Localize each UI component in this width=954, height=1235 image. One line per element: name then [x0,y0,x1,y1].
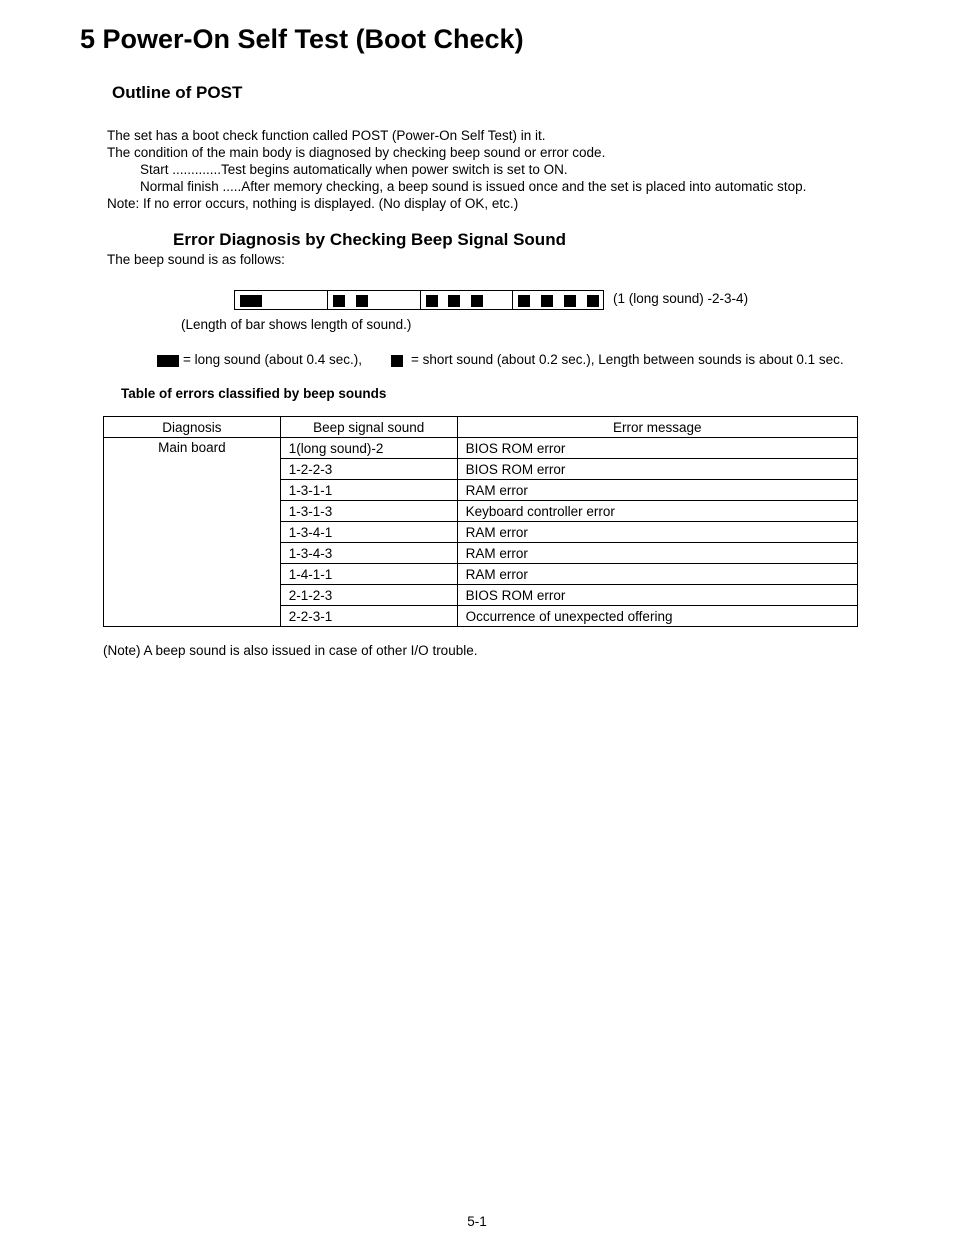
beep-cell: 2-1-2-3 [280,585,457,606]
table-caption: Table of errors classified by beep sounds [121,386,387,401]
beep-intro: The beep sound is as follows: [107,252,285,267]
beep-cell: 1-2-2-3 [280,459,457,480]
outline-line-1: The set has a boot check function called POST (Power-On Self Test) in it. [107,128,546,143]
outline-line-2: The condition of the main body is diagnosed by checking beep sound or error code. [107,145,606,160]
short-sound-legend-icon [391,355,403,367]
beep-bar-caption: (Length of bar shows length of sound.) [181,317,412,332]
beep-cell: 1-3-4-3 [280,543,457,564]
short-beep-mark [448,295,460,307]
beep-cell: 2-2-3-1 [280,606,457,627]
beep-section-heading: Error Diagnosis by Checking Beep Signal Sound [173,230,566,249]
beep-example-label: (1 (long sound) -2-3-4) [613,291,749,306]
column-header-beep: Beep signal sound [280,417,457,438]
short-beep-mark [587,295,599,307]
long-sound-legend-text: = long sound (about 0.4 sec.), [183,352,362,367]
table-header-row [104,417,858,438]
short-beep-mark [541,295,553,307]
beep-cell: 1-3-1-3 [280,501,457,522]
outline-line-start: Start .............Test begins automatically when power switch is set to ON. [140,162,568,177]
column-header-message: Error message [457,417,857,438]
beep-divider [327,291,328,309]
beep-cell: 1-3-4-1 [280,522,457,543]
beep-divider [420,291,421,309]
short-beep-mark [333,295,345,307]
short-beep-mark [518,295,530,307]
column-header-diagnosis: Diagnosis [104,417,281,438]
beep-pattern-diagram [234,290,604,310]
short-beep-mark [426,295,438,307]
message-cell: Keyboard controller error [457,501,857,522]
short-beep-mark [564,295,576,307]
beep-cell: 1-4-1-1 [280,564,457,585]
message-cell: BIOS ROM error [457,459,857,480]
message-cell: RAM error [457,522,857,543]
message-cell: RAM error [457,543,857,564]
table-note: (Note) A beep sound is also issued in case of other I/O trouble. [103,643,478,658]
page-title: 5 Power-On Self Test (Boot Check) [80,24,524,54]
message-cell: BIOS ROM error [457,585,857,606]
beep-cell: 1(long sound)-2 [280,438,457,459]
beep-error-table [103,416,858,627]
message-cell: RAM error [457,564,857,585]
short-beep-mark [471,295,483,307]
page-number: 5-1 [467,1214,487,1229]
outline-heading: Outline of POST [112,83,243,102]
outline-line-normal-finish: Normal finish .....After memory checking, a beep sound is issued once and the set is placed into automatic stop. [140,179,807,194]
message-cell: Occurrence of unexpected offering [457,606,857,627]
short-sound-legend-text: = short sound (about 0.2 sec.), Length between sounds is about 0.1 sec. [411,352,844,367]
outline-line-note: Note: If no error occurs, nothing is displayed. (No display of OK, etc.) [107,196,519,211]
short-beep-mark [356,295,368,307]
diagnosis-cell: Main board [104,438,281,627]
long-beep-mark [240,295,262,307]
beep-cell: 1-3-1-1 [280,480,457,501]
message-cell: BIOS ROM error [457,438,857,459]
message-cell: RAM error [457,480,857,501]
long-sound-legend-icon [157,355,179,367]
beep-divider [512,291,513,309]
table-row [104,438,858,459]
